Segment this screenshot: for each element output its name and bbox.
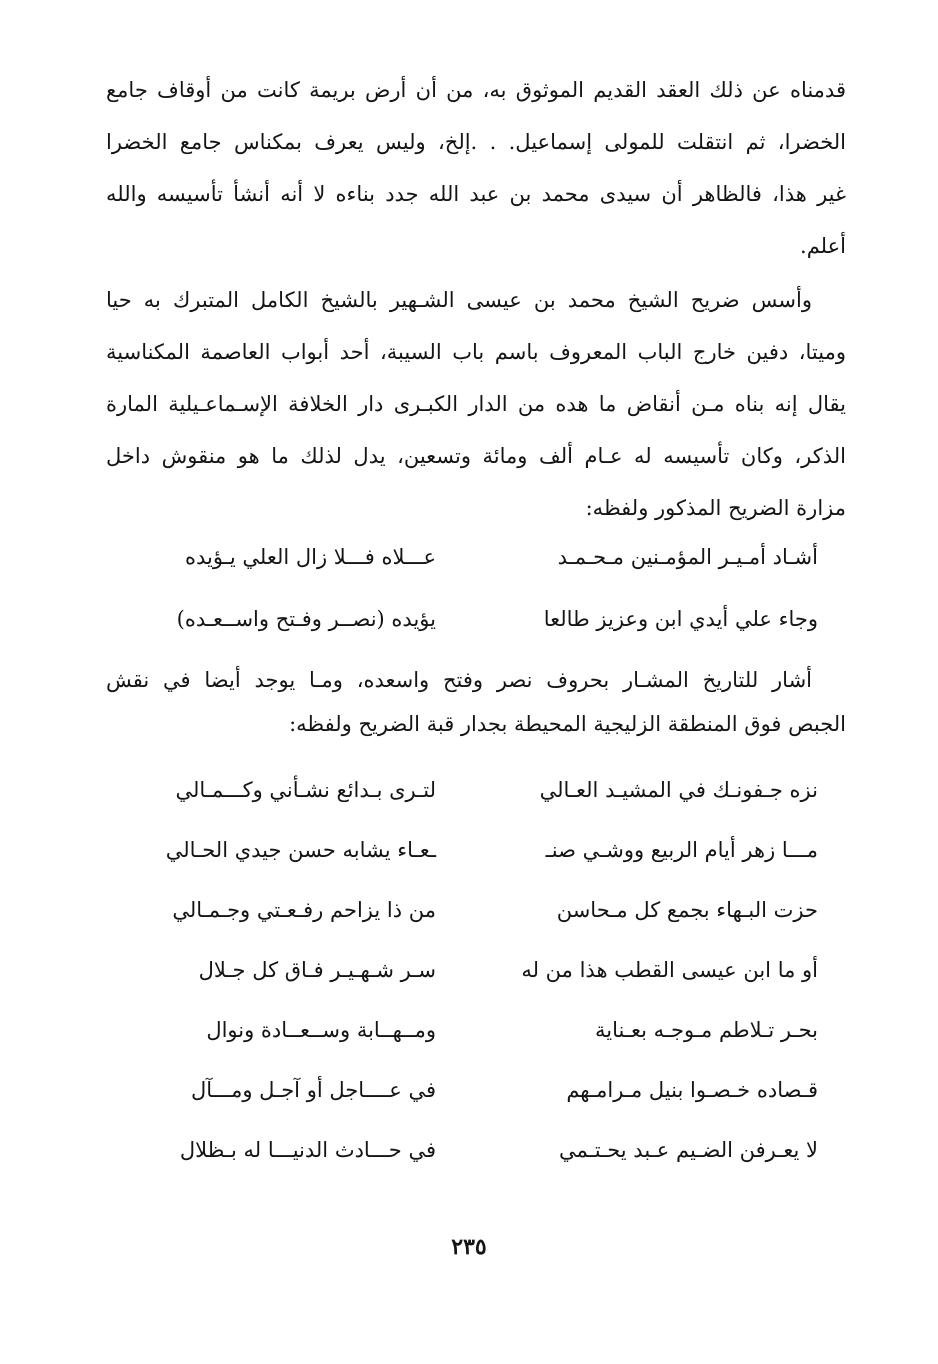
verse-first-hemistich: حزت البـهاء بجمع كل مـحاسن xyxy=(556,898,818,922)
verse-second-hemistich: في عــــاجل أو آجـل ومـــآل xyxy=(190,1078,436,1102)
paragraph-2 xyxy=(106,274,846,534)
page-number: ٢٣٥ xyxy=(451,1234,487,1260)
verse-line xyxy=(106,599,846,639)
text-line: أشار للتاريخ المشـار بحروف نصر وفتح واسعده، ومـا يوجد أيضا في نقش xyxy=(106,668,812,692)
verse-first-hemistich: بحـر تـلاطم مـوجـه بعـناية xyxy=(595,1018,818,1042)
verse-line xyxy=(106,770,846,810)
verse-line xyxy=(106,890,846,930)
verse-second-hemistich: سـر شـهـيـر فـاق كل جـلال xyxy=(198,958,436,982)
verse-line xyxy=(106,950,846,990)
verse-second-hemistich: من ذا يزاحم رفـعـتي وجـمـالي xyxy=(172,898,436,922)
text-line: يقال إنه بناه مـن أنقاض ما هده من الدار الكبـرى دار الخلافة الإسـماعـيلية المارة xyxy=(106,392,846,416)
verse-first-hemistich: مـــا زهر أيام الربيع ووشـي صنـ xyxy=(545,838,818,862)
verse-first-hemistich: أشـاد أمـيـر المؤمـنين مـحـمـد xyxy=(557,545,818,569)
verse-second-hemistich: لتـرى بـدائع نشـأني وكـــمـالي xyxy=(175,778,436,802)
text-line: مزارة الضريح المذكور ولفظه: xyxy=(585,496,846,520)
text-line: وميتا، دفين خارج الباب المعروف باسم باب السيبة، أحد أبواب العاصمة المكناسية xyxy=(106,340,846,364)
verse-first-hemistich: نزه جـفونـك في المشيـد العـالي xyxy=(539,778,818,802)
text-line: الجبص فوق المنطقة الزليجية المحيطة بجدار قبة الضريح ولفظه: xyxy=(289,712,846,736)
verse-second-hemistich: في حـــادث الدنيـــا له بـظلال xyxy=(179,1138,436,1162)
verse-line xyxy=(106,1130,846,1170)
verse-line xyxy=(106,1070,846,1110)
verse-first-hemistich: قـصاده خـصـوا بنيل مـرامـهم xyxy=(566,1078,818,1102)
verse-first-hemistich: وجاء علي أيدي ابن وعزيز طالعا xyxy=(543,607,818,631)
paragraph-3 xyxy=(106,658,846,746)
text-line: أعلم. xyxy=(800,234,846,258)
text-line: وأسس ضريح الشيخ محمد بن عيسى الشـهير بالشيخ الكامل المتبرك به حيا xyxy=(106,288,812,312)
verse-first-hemistich: لا يعـرفن الضـيم عـبد يحـتـمي xyxy=(558,1138,818,1162)
verse-line xyxy=(106,830,846,870)
verse-second-hemistich: ـعـاء يشابه حسن جيدي الحـالي xyxy=(165,838,436,862)
text-line: الخضرا، ثم انتقلت للمولى إسماعيل. . .إلخ، وليس يعرف بمكناس جامع الخضرا xyxy=(106,130,846,154)
verse-second-hemistich: يؤيده (نصــر وفـتح واســعـده) xyxy=(176,607,436,631)
verse-line xyxy=(106,537,846,577)
verse-first-hemistich: أو ما ابن عيسى القطب هذا من له xyxy=(521,958,818,982)
verse-second-hemistich: عـــلاه فـــلا زال العلي يـؤيده xyxy=(184,545,436,569)
verse-line xyxy=(106,1010,846,1050)
text-line: قدمناه عن ذلك العقد القديم الموثوق به، من أن أرض بريمة كانت من أوقاف جامع xyxy=(106,78,846,102)
text-line: الذكر، وكان تأسيسه له عـام ألف ومائة وتسعين، يدل لذلك ما هو منقوش داخل xyxy=(106,444,846,468)
text-line: غير هذا، فالظاهر أن سيدى محمد بن عبد الله جدد بناءه لا أنه أنشأ تأسيسه والله xyxy=(106,182,846,206)
verse-second-hemistich: ومــهــابة وســعــادة ونوال xyxy=(206,1018,436,1042)
paragraph-1 xyxy=(106,64,846,272)
